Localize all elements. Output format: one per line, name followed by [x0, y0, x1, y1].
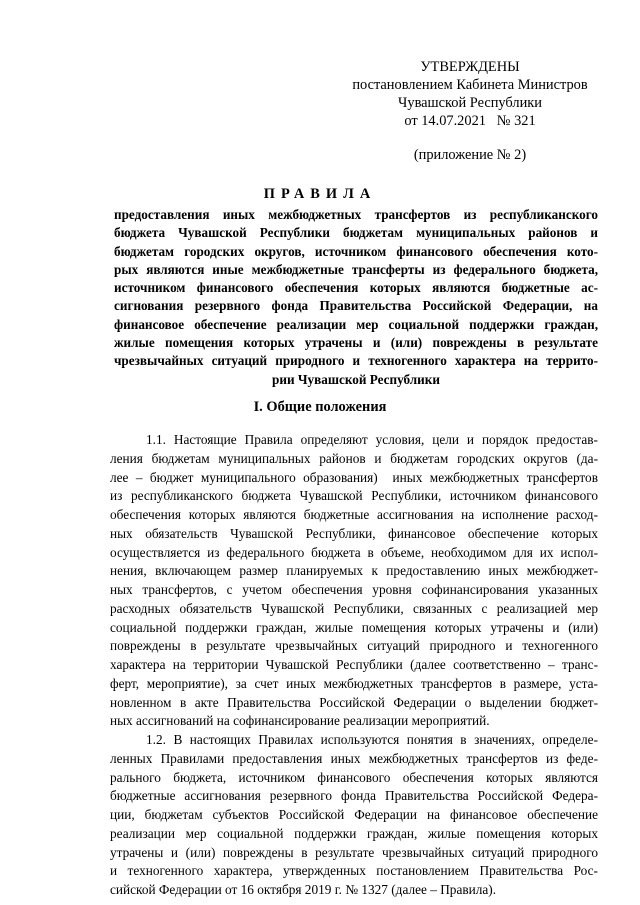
paragraph-line: из республиканского бюджета Чувашской Республики, источником финансового	[110, 488, 598, 504]
paragraph-line: бюджетные ассигнования резервного фонда Правительства Российской Федера-	[110, 788, 598, 804]
paragraph-line: характера на территории Чувашской Республики (далее соответственно – транс-	[110, 657, 598, 672]
subtitle-line: рии Чувашской Республики	[272, 371, 440, 387]
paragraph-line: осуществляется из федерального бюджета в объеме, необходимом для их испол-	[110, 544, 598, 560]
paragraph-line: сийской Федерации от 16 октября 2019 г. № 1327 (далее – Правила).	[110, 882, 497, 897]
paragraph-line: обеспечения которых являются бюджетные ассигнования на исполнение расход-	[110, 507, 598, 522]
approval-heading: УТВЕРЖДЕНЫ	[420, 59, 520, 75]
paragraph-line: ных трансфертов, с учетом обеспечения уровня софинансирования указанных	[110, 582, 598, 597]
paragraph-line: повреждены в результате чрезвычайных ситуаций природного и техногенного	[110, 638, 598, 654]
document-subtitle	[114, 206, 598, 389]
paragraph-line: рального бюджета, источником финансового обеспечения которых являются	[110, 769, 598, 785]
paragraph-line: ления бюджетам муниципальных районов и бюджетам городских округов (да-	[110, 450, 598, 466]
subtitle-line: рых являются иные межбюджетные трансферты из федерального бюджета,	[114, 261, 598, 277]
subtitle-line: источником финансового обеспечения которых являются бюджетные ас-	[114, 280, 598, 296]
paragraph-line: расходных обязательств Чувашской Республики, связанных с реализацией мер	[110, 600, 598, 616]
approval-line: Чувашской Республики	[398, 95, 542, 111]
approval-line: постановлением Кабинета Министров	[352, 77, 588, 93]
subtitle-line: предоставления иных межбюджетных трансфертов из республиканского	[114, 207, 598, 222]
paragraph-line: ции, бюджетам субъектов Российской Федерации на финансовое обеспечение	[110, 807, 598, 822]
paragraph-line: реализации мер социальной поддержки граждан, жилые помещения которых	[110, 825, 598, 841]
document-body	[110, 431, 598, 900]
subtitle-line: чрезвычайных ситуаций природного и техногенного характера на террито-	[114, 353, 598, 369]
paragraph-line: ленных Правилами предоставления иных межбюджетных трансфертов из феде-	[110, 750, 598, 766]
paragraph-line: ферт, мероприятие), за счет иных межбюджетных трансфертов в размере, уста-	[110, 675, 598, 691]
paragraph-line: ных ассигнований на софинансирование реализации мероприятий.	[110, 713, 490, 729]
approval-stamp	[344, 58, 596, 164]
paragraph-line: 1.2. В настоящих Правилах используются понятия в значениях, определе-	[146, 732, 598, 747]
paragraph-line: утрачены и (или) повреждены в результате чрезвычайных ситуаций природного	[110, 844, 598, 860]
subtitle-line: финансовое обеспечение реализации мер социальной поддержки граждан,	[114, 316, 598, 332]
paragraph-line: нения, включающем размер планируемых к предоставлению иных межбюджет-	[110, 563, 598, 579]
paragraph-line: 1.1. Настоящие Правила определяют условия, цели и порядок предостав-	[146, 432, 598, 447]
paragraph-line: социальной поддержки граждан, жилые помещения которых утрачены и (или)	[110, 619, 598, 635]
subtitle-line: сигнования резервного фонда Правительства Российской Федерации, на	[114, 298, 598, 314]
subtitle-line: бюджета Чувашской Республики бюджетам муниципальных районов и	[114, 225, 598, 241]
annex-note: (приложение № 2)	[413, 147, 527, 163]
approval-date-number: от 14.07.2021 № 321	[404, 113, 536, 129]
paragraph-line: и техногенного характера, утвержденных постановлением Правительства Рос-	[110, 863, 598, 879]
paragraph-line: ных обязательств Чувашской Республики, финансовое обеспечение которых	[110, 525, 598, 541]
section-heading: I. Общие положения	[253, 399, 387, 415]
paragraph-line: лее – бюджет муниципального образования) иных межбюджетных трансфертов	[110, 469, 598, 485]
document-title: ПРАВИЛА	[263, 186, 377, 202]
subtitle-line: жилые помещения которых утрачены и (или) повреждены в результате	[114, 335, 598, 351]
paragraph-line: новленном в акте Правительства Российской Федерации о выделении бюджет-	[110, 694, 598, 710]
subtitle-line: бюджетам городских округов, источником финансового обеспечения кото-	[114, 243, 598, 259]
